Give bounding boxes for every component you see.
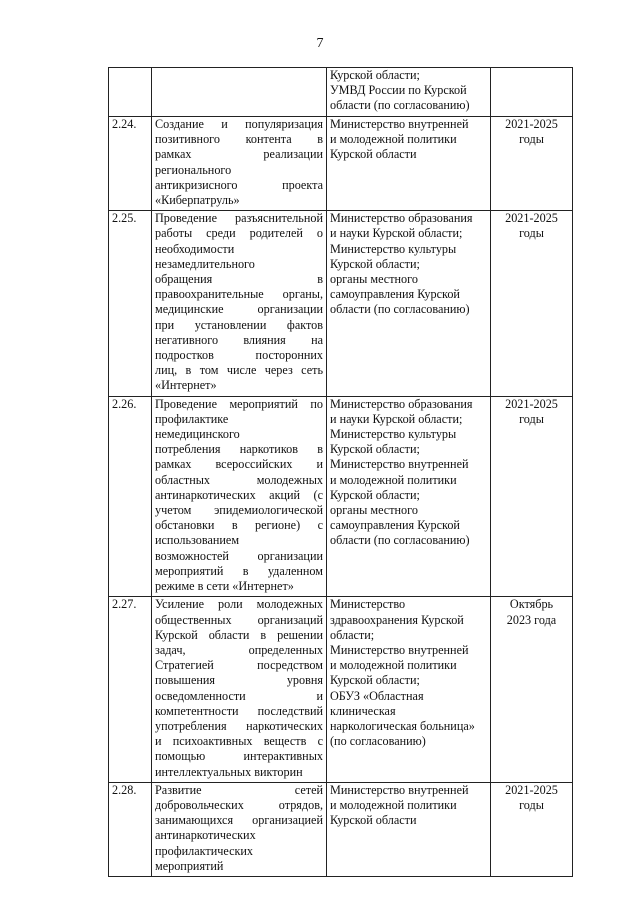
action-text-line: областных молодежных — [155, 472, 323, 487]
action-text-line: интеллектуальных викторин — [155, 764, 303, 779]
action-text — [152, 211, 327, 396]
table-row — [109, 782, 573, 876]
action-text-line: незамедлительного — [155, 256, 255, 271]
responsible-text-line: Министерство внутренней — [330, 457, 469, 472]
action-text-line: необходимости — [155, 241, 235, 256]
action-text-line: Развитие сетей — [155, 782, 323, 797]
term-text-line: годы — [519, 411, 544, 426]
term-text — [491, 597, 573, 782]
responsible-text-line: здравоохранения Курской — [330, 612, 464, 627]
action-text-line: негативного влияния на — [155, 332, 323, 347]
action-text-line: употребления наркотических — [155, 718, 323, 733]
action-text — [152, 782, 327, 876]
responsible-text-line: Курской области; — [330, 487, 420, 502]
responsible-text — [327, 597, 491, 782]
action-text-line: Усиление роли молодежных — [155, 597, 323, 612]
action-text-line: и психоактивных веществ с — [155, 734, 323, 749]
action-text-line: «Интернет» — [155, 378, 217, 393]
action-text-line: задач, определенных — [155, 642, 323, 657]
responsible-text-line: Курской области; — [330, 673, 420, 688]
action-text-line: общественных организаций — [155, 612, 323, 627]
responsible-text-line: Министерство внутренней — [330, 782, 469, 797]
action-text-line: антинаркотических — [155, 828, 256, 843]
responsible-text-line: Курской области — [330, 813, 417, 828]
action-text-line: правоохранительные органы, — [155, 287, 323, 302]
page-number: 7 — [316, 36, 324, 51]
action-text — [152, 396, 327, 597]
item-number: 2.26. — [109, 396, 152, 597]
action-text-line: профилактических — [155, 843, 254, 858]
term-text-line: Октябрь — [509, 597, 554, 612]
action-text-line: профилактике — [155, 411, 229, 426]
action-text-line: немедицинского — [155, 427, 240, 442]
action-text-line: позитивного контента в — [155, 132, 323, 147]
action-text-line: мероприятий — [155, 858, 224, 873]
responsible-text-line: и молодежной политики — [330, 472, 457, 487]
action-text-line: работы среди родителей о — [155, 226, 323, 241]
responsible-text-line: органы местного — [330, 503, 418, 518]
responsible-text-line: и науки Курской области; — [330, 226, 463, 241]
action-text-line: потребления наркотиков в — [155, 442, 323, 457]
action-text-line: подростков посторонних — [155, 348, 323, 363]
action-text-line: обращения в — [155, 272, 323, 287]
responsible-text — [327, 782, 491, 876]
term-text — [491, 211, 573, 396]
responsible-text-line: и молодежной политики — [330, 658, 457, 673]
item-number: 2.28. — [109, 782, 152, 876]
term-text — [491, 396, 573, 597]
responsible-text-line: самоуправления Курской — [330, 518, 460, 533]
responsible-text — [327, 211, 491, 396]
action-text-line: использованием — [155, 533, 240, 548]
table-row — [109, 597, 573, 782]
action-text-line: «Киберпатруль» — [155, 193, 240, 208]
responsible-text-line: Министерство внутренней — [330, 642, 469, 657]
responsible-text-line: Курской области; — [330, 442, 420, 457]
action-text-line: осведомленности и — [155, 688, 323, 703]
action-text-line: повышения уровня — [155, 673, 323, 688]
responsible-text — [327, 396, 491, 597]
action-text-line: занимающихся организацией — [155, 813, 323, 828]
responsible-text-line: наркологическая больница» — [330, 718, 475, 733]
term-text-line: 2021-2025 — [505, 211, 558, 226]
action-text-line: Проведение мероприятий по — [155, 396, 323, 411]
term-text-line: годы — [519, 797, 544, 812]
action-text-line: лиц, в том числе через сеть — [155, 363, 323, 378]
action-text-line: добровольческих отрядов, — [155, 797, 323, 812]
action-text-line: учетом эпидемиологической — [155, 503, 323, 518]
term-text-line: 2023 года — [506, 612, 557, 627]
action-text-line: рамках всероссийских и — [155, 457, 323, 472]
action-text-line: помощью интерактивных — [155, 749, 323, 764]
term-text-line: 2021-2025 — [505, 782, 558, 797]
term-text — [491, 68, 573, 117]
action-text-line: Стратегией посредством — [155, 658, 323, 673]
responsible-text-line: Министерство — [330, 597, 406, 612]
responsible-text-line: (по согласованию) — [330, 734, 426, 749]
responsible-text-line: Министерство внутренней — [330, 117, 469, 131]
responsible-text-line: самоуправления Курской — [330, 287, 460, 302]
action-text-line: режиме в сети «Интернет» — [155, 579, 294, 594]
action-text — [152, 117, 327, 211]
term-text-line: 2021-2025 — [505, 117, 558, 131]
action-text-line: антикризисного проекта — [155, 177, 323, 192]
responsible-text-line: и науки Курской области; — [330, 411, 463, 426]
responsible-text-line: Министерство культуры — [330, 427, 457, 442]
responsible-text-line: Курской области; — [330, 256, 420, 271]
responsible-text-line: Министерство образования — [330, 396, 473, 411]
action-text-line: обстановки в регионе) с — [155, 518, 323, 533]
item-number: 2.27. — [109, 597, 152, 782]
table-row — [109, 211, 573, 396]
responsible-text-line: ОБУЗ «Областная — [330, 688, 424, 703]
action-text-line: рамках реализации — [155, 147, 323, 162]
action-text-line: медицинские организации — [155, 302, 323, 317]
responsible-text-line: Министерство культуры — [330, 241, 457, 256]
responsible-text-line: и молодежной политики — [330, 132, 457, 147]
item-number — [109, 68, 152, 117]
term-text-line: годы — [519, 132, 544, 147]
action-text-line: Проведение разъяснительной — [155, 211, 323, 226]
item-number: 2.24. — [109, 117, 152, 211]
responsible-text — [327, 117, 491, 211]
responsible-text-line: Курской области — [330, 147, 417, 162]
term-text — [491, 782, 573, 876]
action-text-line: Создание и популяризация — [155, 117, 323, 131]
measures-table — [108, 67, 573, 877]
responsible-text-line: области (по согласованию) — [330, 302, 470, 317]
responsible-text-line: клиническая — [330, 703, 396, 718]
action-text-line: возможностей организации — [155, 548, 323, 563]
action-text-line: компетентности последствий — [155, 703, 323, 718]
responsible-text — [327, 68, 491, 117]
responsible-text-line: и молодежной политики — [330, 797, 457, 812]
term-text — [491, 117, 573, 211]
table-row — [109, 117, 573, 211]
responsible-text-line: области; — [330, 627, 375, 642]
term-text-line: 2021-2025 — [505, 396, 558, 411]
responsible-text-line: УМВД России по Курской — [330, 83, 467, 98]
action-text-line: мероприятий в удаленном — [155, 563, 323, 578]
action-text-line: регионального — [155, 162, 232, 177]
responsible-text-line: Министерство образования — [330, 211, 473, 226]
action-text-line: при установлении фактов — [155, 317, 323, 332]
responsible-text-line: органы местного — [330, 272, 418, 287]
table-row — [109, 396, 573, 597]
table-row — [109, 68, 573, 117]
item-number: 2.25. — [109, 211, 152, 396]
action-text — [152, 597, 327, 782]
responsible-text-line: области (по согласованию) — [330, 98, 470, 113]
action-text — [152, 68, 327, 117]
responsible-text-line: Курской области; — [330, 68, 420, 82]
action-text-line: антинаркотических акций (с — [155, 487, 323, 502]
term-text-line: годы — [519, 226, 544, 241]
responsible-text-line: области (по согласованию) — [330, 533, 470, 548]
action-text-line: Курской области в решении — [155, 627, 323, 642]
